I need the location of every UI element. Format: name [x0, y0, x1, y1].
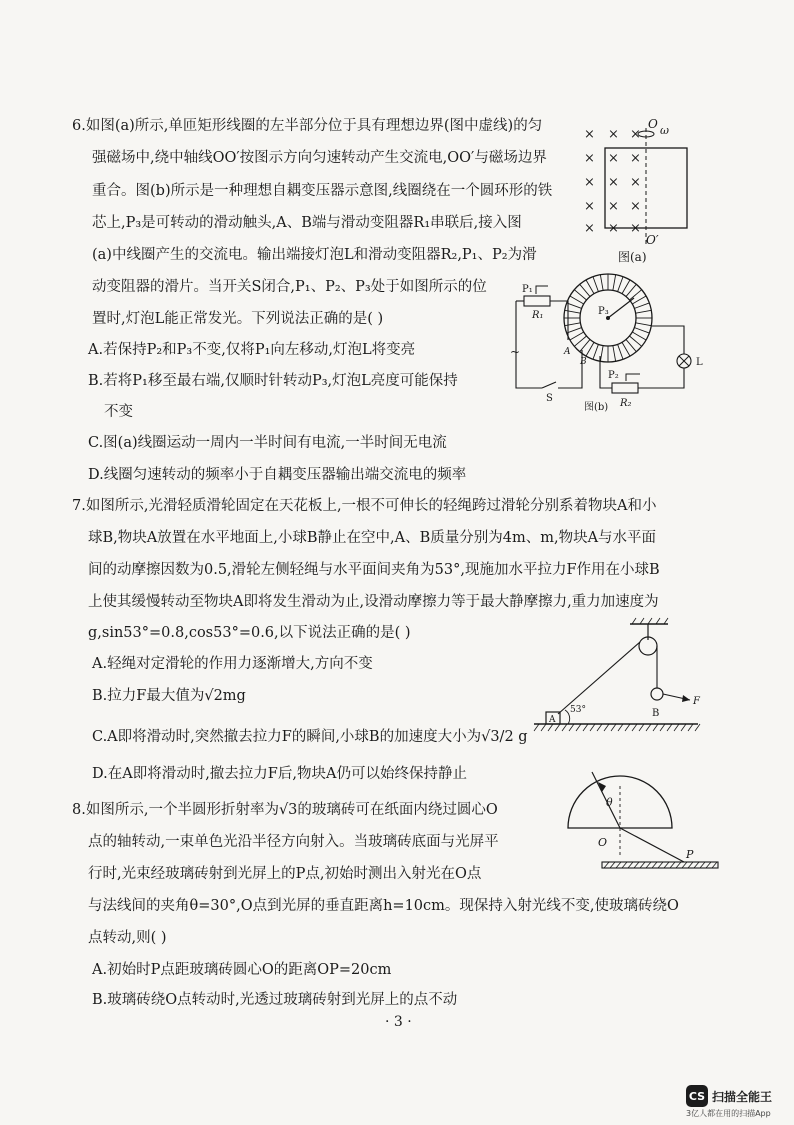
winding-turn	[618, 277, 623, 292]
winding-turn	[629, 290, 641, 300]
hatch-mark	[639, 724, 644, 731]
hatch-mark	[616, 862, 621, 868]
winding-turn	[618, 344, 623, 359]
winding-turn	[570, 296, 584, 304]
wire-output-bottom	[638, 368, 684, 388]
q7-line-4: 上使其缓慢转动至物块A即将发生滑动为止,设滑动摩擦力等于最大静摩擦力,重力加速度为	[88, 594, 659, 610]
hatch-mark	[640, 862, 645, 868]
q7-line-3: 间的动摩擦因数为0.5,滑轮左侧轻绳与水平面间夹角为53°,现施加水平拉力F作用在小球B	[88, 562, 660, 578]
label-b: B	[580, 357, 587, 367]
label-o: O	[648, 117, 658, 131]
label-a: A	[564, 347, 571, 357]
ceiling-hatch	[632, 618, 668, 624]
hatch-mark	[688, 724, 693, 731]
cs-logo-icon: CS	[686, 1085, 708, 1107]
winding-turn	[574, 336, 586, 346]
q6-option-b: B.若将P₁移至最右端,仅顺时针转动P₃,灯泡L亮度可能保持	[88, 373, 458, 389]
field-cross: ×	[584, 221, 595, 236]
q6-line-2: 强磁场中,绕中轴线OO′按图示方向匀速转动产生交流电,OO′与磁场边界	[92, 150, 547, 166]
label-a: A	[549, 715, 556, 725]
field-cross: ×	[608, 127, 619, 142]
winding-turn	[580, 339, 590, 351]
hatch-mark	[548, 724, 553, 731]
q8-option-b: B.玻璃砖绕O点转动时,光透过玻璃砖射到光屏上的点不动	[92, 992, 458, 1008]
q8-line-4: 与法线间的夹角θ=30°,O点到光屏的垂直距离h=10cm。现保持入射光线不变,使玻璃砖绕O	[88, 898, 679, 914]
winding-turn	[622, 280, 630, 294]
field-cross: ×	[584, 199, 595, 214]
q7-line-1: 7.如图所示,光滑轻质滑轮固定在天花板上,一根不可伸长的轻绳跨过滑轮分别系着物块A和小	[72, 498, 657, 514]
hatch-mark	[634, 862, 639, 868]
semicircle-glass	[568, 776, 672, 828]
watermark-tagline: 3亿人都在用的扫描App	[686, 1109, 771, 1118]
q7-option-d: D.在A即将滑动时,撤去拉力F后,物块A仍可以始终保持静止	[92, 766, 467, 782]
q6-option-b-cont: 不变	[104, 404, 133, 420]
hatch-mark	[541, 724, 546, 731]
q6-option-d: D.线圈匀速转动的频率小于自耦变压器输出端交流电的频率	[88, 467, 467, 483]
winding-turn	[567, 303, 582, 308]
winding-turn	[586, 342, 594, 356]
q6-line-5: (a)中线圈产生的交流电。输出端接灯泡L和滑动变阻器R₂,P₁、P₂为滑	[92, 247, 537, 263]
winding-turn	[629, 336, 641, 346]
caption-figure-a: 图(a)	[618, 250, 647, 264]
label-b: B	[652, 708, 660, 719]
hatch-mark	[576, 724, 581, 731]
q7-option-c: C.A即将滑动时,突然撤去拉力F的瞬间,小球B的加速度大小为√3/2 g	[92, 729, 528, 745]
label-omega: ω	[660, 124, 669, 137]
winding-turn	[636, 323, 652, 326]
q8-line-1: 8.如图所示,一个半圆形折射率为√3的玻璃砖可在纸面内绕过圆心O	[72, 802, 498, 818]
p2-slider	[626, 374, 640, 381]
refracted-ray	[620, 828, 684, 862]
field-cross: ×	[630, 127, 641, 142]
winding-turn	[636, 310, 652, 313]
hatch-mark	[610, 862, 615, 868]
hatch-mark	[681, 724, 686, 731]
q6-line-7: 置时,灯泡L能正常发光。下列说法正确的是( )	[92, 311, 384, 327]
winding-turn	[634, 328, 649, 333]
p3-wiper	[608, 298, 634, 318]
hatch-mark	[562, 724, 567, 731]
hatch-mark	[688, 862, 693, 868]
switch-s	[542, 382, 556, 388]
winding-turn	[567, 328, 582, 333]
winding-turn	[632, 296, 646, 304]
q7-option-b: B.拉力F最大值为√2mg	[92, 688, 246, 704]
r2-resistor	[612, 383, 638, 393]
label-o: O	[598, 836, 608, 849]
watermark-logo	[686, 1085, 772, 1107]
label-theta: θ	[606, 796, 613, 809]
label-r2: R₂	[620, 398, 632, 409]
hatch-mark	[658, 862, 663, 868]
hatch-mark	[694, 862, 699, 868]
hatch-mark	[664, 862, 669, 868]
hatch-mark	[597, 724, 602, 731]
figure-b	[508, 268, 708, 414]
hatch-mark	[590, 724, 595, 731]
q6-option-c: C.图(a)线圈运动一周内一半时间有电流,一半时间无电流	[88, 435, 447, 451]
hatch-mark	[555, 724, 560, 731]
winding-turn	[565, 310, 581, 313]
hatch-mark	[611, 724, 616, 731]
hatch-mark	[712, 862, 717, 868]
winding-turn	[634, 303, 649, 308]
figure-q8	[562, 766, 722, 884]
ball-b	[651, 688, 663, 700]
ground-hatch	[534, 724, 700, 731]
label-p2: P₂	[608, 370, 619, 381]
field-cross: ×	[630, 151, 641, 166]
field-cross: ×	[608, 151, 619, 166]
hatch-mark	[569, 724, 574, 731]
field-cross: ×	[630, 221, 641, 236]
hatch-mark	[682, 862, 687, 868]
hatch-mark	[660, 724, 665, 731]
q7-line-2: 球B,物块A放置在水平地面上,小球B静止在空中,A、B质量分别为4m、m,物块A与水平面	[88, 530, 657, 546]
page-number: · 3 ·	[385, 1014, 412, 1030]
label-p: P	[686, 848, 694, 861]
hatch-mark	[622, 862, 627, 868]
hatch-mark	[646, 724, 651, 731]
rope-left	[558, 642, 640, 714]
label-l: L	[696, 357, 703, 368]
label-p3: P₃	[598, 306, 609, 317]
q8-line-5: 点转动,则( )	[88, 930, 167, 946]
q7-option-a: A.轻绳对定滑轮的作用力逐渐增大,方向不变	[92, 656, 373, 672]
field-cross: ×	[608, 175, 619, 190]
label-s: S	[546, 393, 553, 404]
winding-turn	[626, 339, 636, 351]
hatch-mark	[652, 862, 657, 868]
label-angle: 53°	[570, 705, 586, 715]
hatch-mark	[646, 862, 651, 868]
field-cross: ×	[584, 127, 595, 142]
label-p1: P₁	[522, 284, 533, 295]
angle-arc	[565, 710, 570, 724]
wire-output-top	[652, 326, 684, 354]
hatch-mark	[667, 724, 672, 731]
q7-line-5: g,sin53°=0.8,cos53°=0.6,以下说法正确的是( )	[88, 625, 411, 641]
field-cross: ×	[584, 151, 595, 166]
q8-option-a: A.初始时P点距玻璃砖圆心O的距离OP=20cm	[92, 962, 392, 978]
caption-figure-b: 图(b)	[584, 402, 609, 413]
field-cross: ×	[630, 199, 641, 214]
hatch-mark	[674, 724, 679, 731]
hatch-mark	[604, 862, 609, 868]
q6-line-6: 动变阻器的滑片。当开关S闭合,P₁、P₂、P₃处于如图所示的位	[92, 279, 487, 295]
hatch-mark	[670, 862, 675, 868]
field-cross: ×	[630, 175, 641, 190]
hatch-mark	[676, 862, 681, 868]
winding-turn	[626, 284, 636, 296]
q6-line-1: 6.如图(a)所示,单匝矩形线圈的左半部分位于具有理想边界(图中虚线)的匀	[72, 118, 543, 134]
r1-resistor	[524, 296, 550, 306]
hatch-mark	[534, 724, 539, 731]
winding-turn	[593, 277, 598, 292]
figure-q7	[530, 616, 714, 740]
winding-turn	[593, 344, 598, 359]
hatch-mark	[653, 724, 658, 731]
watermark-app-name: 扫描全能王	[712, 1089, 773, 1104]
hatch-mark	[700, 862, 705, 868]
figure-a	[580, 118, 690, 268]
label-tilde: ~	[510, 345, 521, 359]
hatch-mark	[625, 724, 630, 731]
q6-line-4: 芯上,P₃是可转动的滑动触头,A、B端与滑动变阻器R₁串联后,接入图	[92, 215, 522, 231]
field-cross: ×	[584, 175, 595, 190]
hatch-mark	[695, 724, 700, 731]
field-cross: ×	[608, 221, 619, 236]
label-r1: R₁	[532, 310, 544, 321]
q6-line-3: 重合。图(b)所示是一种理想自耦变压器示意图,线圈绕在一个圆环形的铁	[92, 183, 553, 199]
hatch-mark	[583, 724, 588, 731]
screen-hatch	[604, 862, 717, 868]
winding-turn	[565, 323, 581, 326]
winding-turn	[574, 290, 586, 300]
winding-turn	[580, 284, 590, 296]
magnetic-field-crosses	[584, 127, 641, 236]
p1-slider	[536, 286, 548, 294]
label-o-prime: O′	[646, 233, 659, 247]
winding-turn	[586, 280, 594, 294]
winding-turn	[613, 275, 616, 291]
hatch-mark	[632, 724, 637, 731]
hatch-mark	[618, 724, 623, 731]
field-cross: ×	[608, 199, 619, 214]
winding-turn	[570, 332, 584, 340]
q8-line-3: 行时,光束经玻璃砖射到光屏上的P点,初始时测出入射光在O点	[88, 866, 482, 882]
winding-turn	[600, 275, 603, 291]
hatch-mark	[628, 862, 633, 868]
hatch-mark	[604, 724, 609, 731]
q6-option-a: A.若保持P₂和P₃不变,仅将P₁向左移动,灯泡L将变亮	[88, 342, 416, 358]
winding-turn	[622, 342, 630, 356]
arrowhead-icon	[682, 695, 690, 702]
winding-turn	[600, 346, 603, 362]
hatch-mark	[706, 862, 711, 868]
winding-turn	[613, 346, 616, 362]
winding-turn	[632, 332, 646, 340]
label-f: F	[693, 696, 700, 707]
q8-line-2: 点的轴转动,一束单色光沿半径方向射入。当玻璃砖底面与光屏平	[88, 834, 499, 850]
